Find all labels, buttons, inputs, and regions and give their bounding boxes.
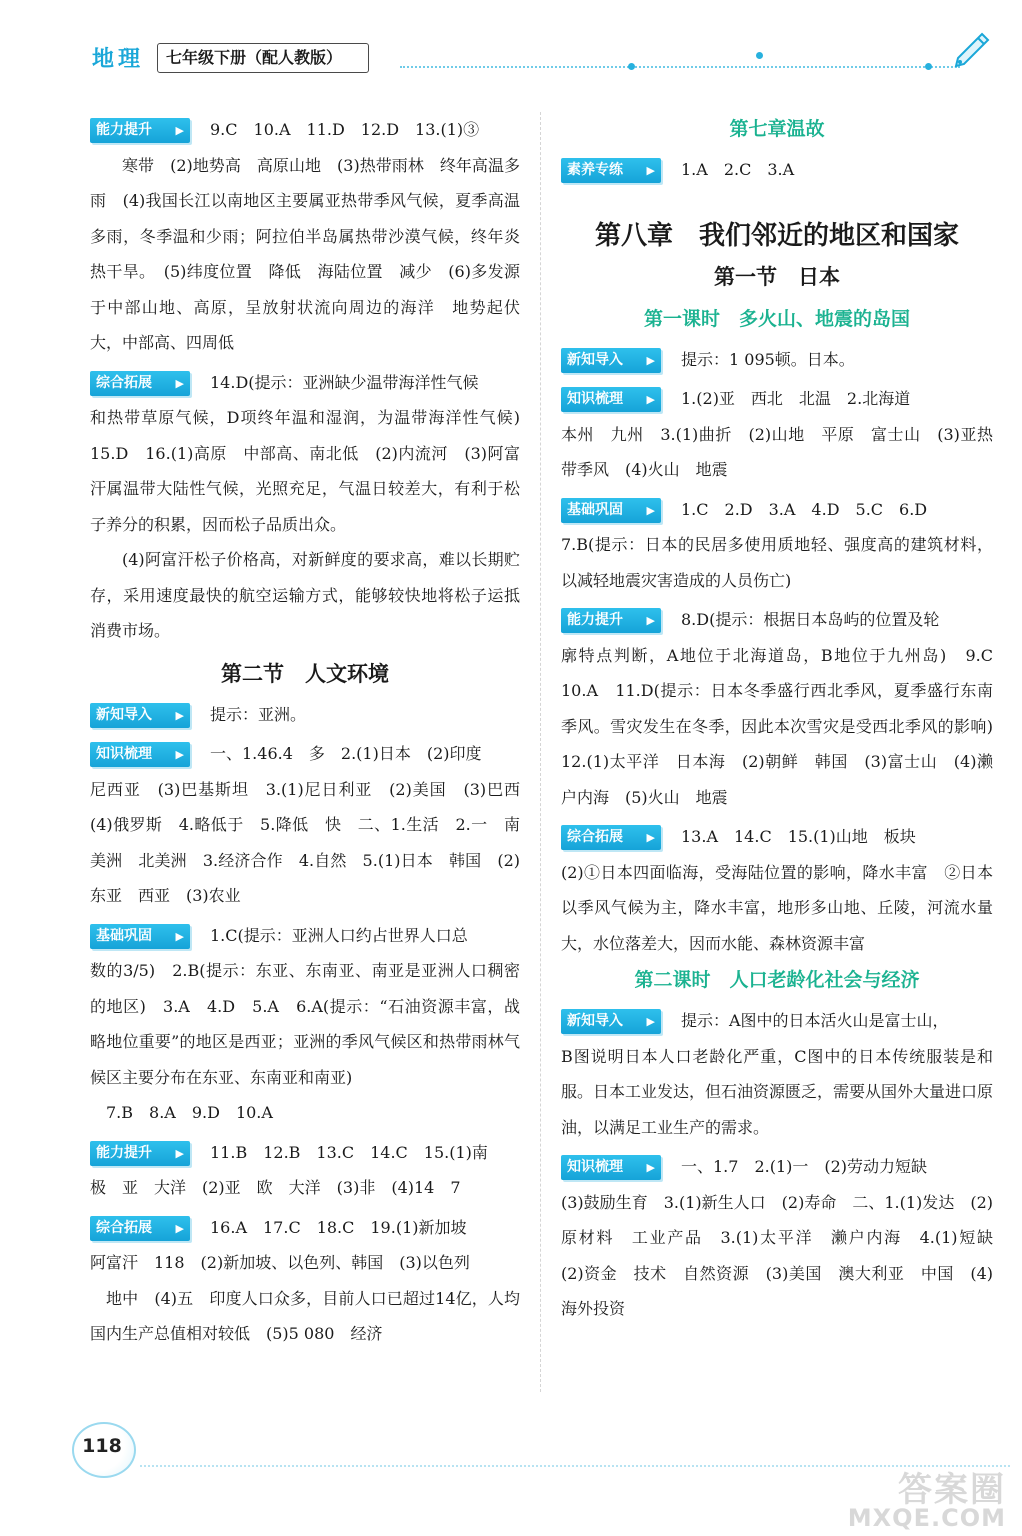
column-divider bbox=[540, 112, 541, 1392]
page-header bbox=[0, 0, 1022, 100]
answer-text: 提示：1 095顿。日本。 bbox=[681, 349, 855, 369]
answer-text: B图说明日本人口老龄化严重，C图中的日本传统服装是和服。日本工业发达，但石油资源匮乏，需要从国外大量进口原油，以满足工业生产的需求。 bbox=[561, 1046, 994, 1137]
section-title: 第二节 人文环境 bbox=[221, 661, 389, 686]
watermark-logo bbox=[840, 1462, 1010, 1532]
answer-text: 1.C(提示：亚洲人口约占世界人口总 bbox=[210, 925, 468, 945]
answer-text: 1.(2)亚 西北 北温 2.北海道 bbox=[681, 389, 911, 408]
section-tag: 能力提升 ▶ bbox=[90, 118, 190, 143]
answer-text: 阿富汗 118 (2)新加坡、以色列、韩国 (3)以色列 bbox=[90, 1253, 470, 1272]
page-number bbox=[68, 1422, 136, 1474]
answer-block bbox=[90, 736, 520, 772]
answer-block bbox=[561, 342, 993, 378]
answer-block bbox=[561, 602, 993, 638]
chapter-title: 第八章 我们邻近的地区和国家 bbox=[594, 220, 959, 251]
grade-label: 七年级下册（配人教版） bbox=[157, 43, 369, 73]
lesson-title: 第一课时 多火山、地震的岛国 bbox=[643, 307, 910, 330]
section-title: 第一节 日本 bbox=[714, 264, 840, 289]
section-tag: 知识梳理 ▶ bbox=[90, 742, 190, 767]
answer-block bbox=[90, 697, 520, 733]
lesson-title: 第二课时 人口老龄化社会与经济 bbox=[634, 969, 920, 991]
section-tag: 能力提升 ▶ bbox=[90, 1141, 190, 1166]
section-tag: 新知导入 ▶ bbox=[561, 348, 661, 373]
answer-text: 7.B 8.A 9.D 10.A bbox=[106, 1103, 273, 1122]
answer-block bbox=[90, 1210, 520, 1246]
answer-block bbox=[561, 819, 993, 855]
answer-text: 1.A 2.C 3.A bbox=[681, 160, 795, 179]
answer-text: 8.D(提示：根据日本岛屿的位置及轮 bbox=[681, 610, 940, 629]
header-dot bbox=[756, 52, 763, 59]
pen-icon bbox=[948, 30, 992, 74]
answer-text: 提示：亚洲。 bbox=[210, 704, 307, 724]
section-tag: 能力提升 ▶ bbox=[561, 608, 661, 633]
answer-text: 尼西亚 (3)巴基斯坦 3.(1)尼日利亚 (2)美国 (3)巴西 (4)俄罗斯 4.略低于 5.降低 快 二、1.生活 2.一 南美洲 北美洲 3.经济合作 4.自然 5.(1)日本 韩国 (2)东亚 西亚 (3)农业 bbox=[90, 779, 537, 905]
answer-block bbox=[561, 152, 993, 188]
section-tag: 综合拓展 ▶ bbox=[90, 1216, 190, 1241]
left-column bbox=[90, 112, 537, 1352]
answer-text: 本州 九州 3.(1)曲折 (2)山地 平原 富士山 (3)亚热带季风 (4)火山 地震 bbox=[561, 424, 993, 479]
watermark-url: MXQE.COM bbox=[847, 1504, 1006, 1532]
section-tag: 知识梳理 ▶ bbox=[561, 1155, 661, 1180]
section-tag: 知识梳理 ▶ bbox=[561, 387, 661, 412]
section-tag: 新知导入 ▶ bbox=[561, 1009, 661, 1034]
header-divider bbox=[400, 66, 960, 68]
answer-text: 廓特点判断，A地位于北海道岛，B地位于九州岛) 9.C 10.A 11.D(提示：日本冬季盛行西北季风，夏季盛行东南季风。雪灾发生在冬季，因此本次雪灾是受西北季风的影响) 12.(1)太平洋 日本海 (2)朝鲜 韩国 (3)富士山 (4)濑户内海 (5)火山 地震 bbox=[561, 645, 1010, 807]
answer-block bbox=[90, 1135, 520, 1171]
right-column bbox=[561, 112, 1010, 1327]
answer-text: 寒带 (2)地势高 高原山地 (3)热带雨林 终年高温多雨 (4)我国长江以南地区主要属亚热带季风气候，夏季高温多雨，冬季温和少雨；阿拉伯半岛属热带沙漠气候，终年炎热干旱。 (5)纬度位置 降低 海陆位置 减少 (6)多发源于中部山地、高原，呈放射状流向周边的海洋 地势起伏大，中部高、四周低 bbox=[90, 155, 520, 352]
answer-text: 一、1.7 2.(1)一 (2)劳动力短缺 bbox=[681, 1157, 928, 1176]
answer-block bbox=[90, 365, 520, 401]
page-number-text: 118 bbox=[82, 1435, 122, 1457]
review-title: 第七章温故 bbox=[729, 118, 825, 140]
answer-block bbox=[90, 918, 520, 954]
answer-text: (3)鼓励生育 3.(1)新生人口 (2)寿命 二、1.(1)发达 (2)原材料 工业产品 3.(1)太平洋 濑户内海 4.(1)短缺 (2)资金 技术 自然资源 (3)美国 澳大利亚 中国 (4)海外投资 bbox=[561, 1192, 1010, 1318]
answer-text: 数的3/5) 2.B(提示：东亚、东南亚、南亚是亚洲人口稠密的地区) 3.A 4.D 5.A 6.A(提示：“石油资源丰富，战略地位重要”的地区是西亚；亚洲的季风气候区和热带雨林气候区主要分布在东亚、东南亚和南亚) bbox=[90, 961, 520, 1087]
section-tag: 素养专练 ▶ bbox=[561, 158, 661, 183]
answer-text: 1.C 2.D 3.A 4.D 5.C 6.D bbox=[681, 499, 928, 519]
subject-label: 地理 bbox=[92, 47, 145, 72]
answer-text: (2)①日本四面临海，受海陆位置的影响，降水丰富 ②日本以季风气候为主，降水丰富，地形多山地、丘陵，河流水量大，水位落差大，因而水能、森林资源丰富 bbox=[561, 862, 993, 953]
answer-text: 地中 (4)五 印度人口众多，目前人口已超过14亿，人均国内生产总值相对较低 (5)5 080 经济 bbox=[90, 1288, 520, 1343]
answer-block bbox=[561, 381, 993, 417]
section-tag: 综合拓展 ▶ bbox=[561, 825, 661, 850]
section-tag: 综合拓展 ▶ bbox=[90, 371, 190, 396]
answer-text: 9.C 10.A 11.D 12.D 13.(1)③ bbox=[210, 120, 480, 139]
header-dot bbox=[925, 63, 932, 70]
answer-text: 14.D(提示：亚洲缺少温带海洋性气候 bbox=[210, 372, 479, 392]
answer-text: 和热带草原气候，D项终年温和湿润，为温带海洋性气候) 15.D 16.(1)高原 中部高、南北低 (2)内流河 (3)阿富汗属温带大陆性气候，光照充足，气温日较差大，有利于松子养分的积累，因而松子品质出众。 bbox=[90, 408, 537, 534]
section-tag: 基础巩固 ▶ bbox=[561, 498, 661, 523]
section-tag: 新知导入 ▶ bbox=[90, 703, 190, 728]
watermark-text: 答案圈 bbox=[898, 1470, 1006, 1510]
answer-text: 极 亚 大洋 (2)亚 欧 大洋 (3)非 (4)14 7 bbox=[90, 1178, 461, 1197]
answer-block bbox=[561, 1003, 993, 1039]
answer-text: 一、1.46.4 多 2.(1)日本 (2)印度 bbox=[210, 744, 482, 763]
answer-block bbox=[90, 112, 520, 148]
answer-block bbox=[561, 492, 993, 528]
answer-text: 16.A 17.C 18.C 19.(1)新加坡 bbox=[210, 1217, 467, 1237]
header-dot bbox=[628, 63, 635, 70]
answer-text: 13.A 14.C 15.(1)山地 板块 bbox=[681, 827, 916, 846]
answer-text: 7.B(提示：日本的民居多使用质地轻、强度高的建筑材料，以减轻地震灾害造成的人员伤亡) bbox=[561, 535, 993, 590]
answer-block bbox=[561, 1149, 993, 1185]
section-tag: 基础巩固 ▶ bbox=[90, 924, 190, 949]
answer-text: 提示：A图中的日本活火山是富士山， bbox=[681, 1011, 949, 1030]
answer-text: 11.B 12.B 13.C 14.C 15.(1)南 bbox=[210, 1142, 488, 1162]
answer-text: (4)阿富汗松子价格高，对新鲜度的要求高，难以长期贮存，采用速度最快的航空运输方式，能够较快地将松子运抵消费市场。 bbox=[90, 550, 520, 640]
